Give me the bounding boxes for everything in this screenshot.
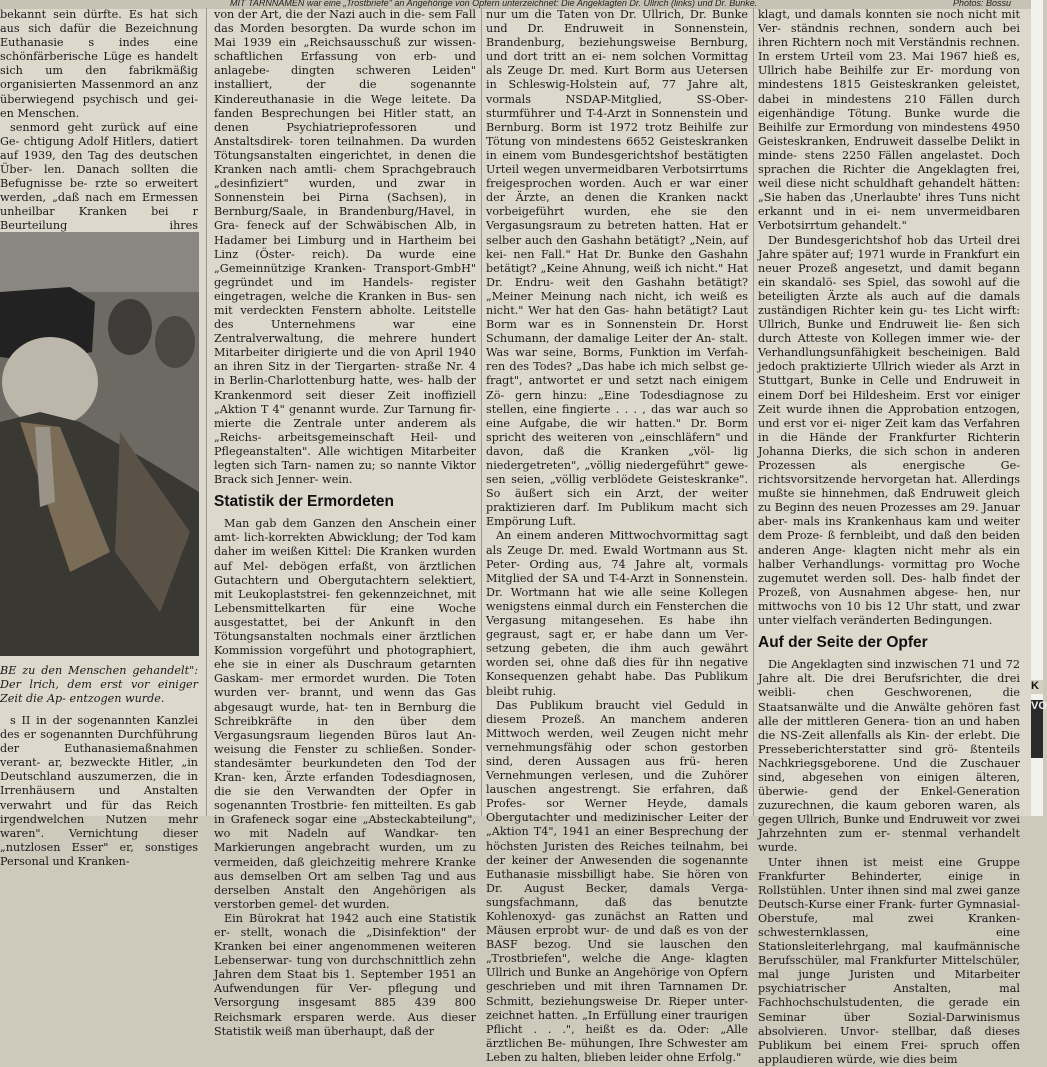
photo-credit: Photos: Bossu [953, 0, 1012, 8]
defendant-photo [0, 232, 199, 656]
paragraph: Die Angeklagten sind inzwischen 71 und 72 Jahre alt. Die drei Berufsrichter, die drei weibli- chen Geschworenen, die Staatsanwälte und die Anwälte gehören fast alle der mittleren Genera- tion an und haben die NS-Zeit allenfalls als Kin- der erlebt. Die Presseberichterstatter sind grö- ßtenteils Nachkriegsgeborene. Und die Zuschauer sind, abgesehen von einigen älteren, überwie- gend der Enkel-Generation zuzurechnen, die kaum geboren waren, als gegen Ullrich, Bunke und Endruweit vor zwei Jahrzehnten zum er- stenmal verhandelt wurde. [758, 658, 1020, 855]
column-rule [481, 8, 482, 816]
paragraph: klagt, und damals konnten sie noch nicht mit Ver- ständnis rechnen, sondern auch bei ihren Richtern noch mit Verständnis rechnen. In erstem Urteil vom 23. Mai 1967 hieß es, Ullrich habe Beihilfe zur Er- mordung von mindestens 1815 Geisteskranken geleistet, dabei in mindestens 210 Fällen durch eigenhändige Tötung. Bunke wurde die Beihilfe zur Ermordung von mindestens 4950 Geisteskranken, Endruweit dasselbe Delikt in minde- stens 2250 Fällen angelastet. Doch sprachen die Richter die Angeklagten frei, weil diese nicht schuldhaft gehandelt hätten: „Sie haben das ,Unerlaubte' ihres Tuns nicht erkannt und in ei- nem unvermeidbaren Verbotsirrtum gehandelt." [758, 8, 1020, 233]
paragraph: Man gab dem Ganzen den Anschein einer amt- lich-korrekten Abwicklung; der Tod kam daher im weißen Kittel: Die Kranken wurden auf Mel- debögen erfaßt, von ärztlichen Gutachtern und Obergutachtern selektiert, mit Leukoplaststrei- fen gekennzeichnet, mit Lebensmittelkarten für eine Woche ausgestattet, bei der Ankunft in den Tötungsanstalten nochmals einer ärztlichen Kommission vorgeführt und photographiert, ehe sie in einer als Duschraum getarnten Gaskam- mer ermordet wurden. Die Toten wurden ver- brannt, und wenn das Gas abgesaugt wurde, hat- ten in Bernburg die Schreibkräfte in den über dem Vergasungsraum liegenden Büros laut An- weisung die Fenster zu schließen. Sonder- standesämter beurkundeten den Tod der Kran- ken, Ärzte erfanden Todesdiagnosen, die sie den Verwandten der Opfer in sogenannten Trostbrie- fen mitteilten. Es gab in Grafeneck sogar eine „Absteckabteilung", wo mit Nadeln auf Wandkar- ten Markierungen angebracht wurden, um zu vermeiden, daß gleichzeitig mehrere Kranke aus demselben Ort am selben Tag und aus derselben Anstalt den Angehörigen als verstorben gemel- det wurden. [214, 517, 476, 911]
paragraph: Ein Bürokrat hat 1942 auch eine Statistik er- stellt, wonach die „Disinfektion" der Kranken bei einer angenommenen weiteren Lebenserwar- tung von durchschnittlich zehn Jahren dem Staat bis 1. September 1951 an Aufwendungen für Ver- pflegung und Versorgung insgesamt 885 439 800 Reichsmark ersparen werde. Aus dieser Statistik weiß man überhaupt, daß der [214, 911, 476, 1038]
paragraph: An einem anderen Mittwochvormittag sagt als Zeuge Dr. med. Ewald Wortmann aus St. Peter- Ording aus, 74 Jahre alt, vormals Mitglied der SA und T-4-Arzt in Sonnenstein. Dr. Wortmann hat wie alle seine Kollegen wenigstens einmal durch ein Fensterchen die Vergasung mitangesehen. Es habe ihn gegraust, sagt er, er habe dann um Ver- setzung gebeten, die ihm auch gewährt worden sei, ohne daß dies für ihn negative Konsequenzen gehabt habe. Das Publikum bleibt ruhig. [486, 529, 748, 698]
paragraph: von der Art, die der Nazi auch in die- sem Fall das Morden besorgten. Da wurde schon im Mai 1939 ein „Reichsausschuß zur wissen- schaftlichen Erfassung von erb- und anlagebe- dingten schweren Leiden" installiert, der die sogenannte Kindereuthanasie in die Wege leitete. Da fanden Besprechungen bei Hitler statt, an denen Psychiatrieprofessoren und Anstaltsdirek- toren teilnahmen. Da wurden Tötungsanstalten eingerichtet, in denen die Kranken nach amtli- chem Sprachgebrauch „desinfiziert" wurden, und zwar in Sonnenstein bei Pirna (Sachsen), in Bernburg/Saale, in Brandenburg/Havel, in Gra- feneck auf der Schwäbischen Alb, in Hadamer bei Limburg und in Hartheim bei Linz (Öster- reich). Da wurde eine „Gemeinnützige Kranken- Transport-GmbH" gegründet und im Handels- register eingetragen, welche die Kranken in Bus- sen mit verdeckten Fenstern abholte. Leitstelle des Unternehmens war eine Zentralverwaltung, die mehrere hundert Mitarbeiter dirigierte und die von April 1940 an ihren Sitz in der Tiergarten- straße Nr. 4 in Berlin-Charlottenburg hatte, wes- halb der Krankenmord seit dieser Zeit inoffiziell „Aktion T 4" genannt wurde. Zur Tarnung fir- mierte die Zentrale unter anderem als „Reichs- arbeitsgemeinschaft Heil- und Pflegeanstalten". Alle wichtigen Mitarbeiter legten sich Tarn- namen zu; so nannte Viktor Brack sich Jenner- wein. [214, 8, 476, 487]
paragraph: bekannt sein dürfte. Es hat sich aus sich dafür die Bezeichnung Euthanasie s indes eine schönfärberische Lüge es handelt sich um den fabrikmäßig organisierten Massenmord an anz überwiegend psychisch und gei- en Menschen. [0, 8, 198, 120]
photo-caption: BE zu den Menschen gehandelt": Der lrich, dem erst vor einiger Zeit die Ap- entzogen wurde. [0, 664, 198, 705]
section-heading: Auf der Seite der Opfer [758, 634, 928, 652]
column-rule [206, 8, 207, 816]
column-1 [0, 8, 198, 868]
column-2 [214, 8, 476, 1038]
paragraph: nur um die Taten von Dr. Ullrich, Dr. Bunke und Dr. Endruweit in Sonnenstein, Brandenburg, beziehungsweise Bernburg, und dort tritt an ei- nem solchen Vormittag als Zeuge Dr. med. Kurt Borm aus Uetersen in Schleswig-Holstein auf, 77 Jahre alt, vormals NSDAP-Mitglied, SS-Ober- sturmführer und T-4-Arzt in Sonnenstein und Bernburg. Borm ist 1972 trotz Beihilfe zur Tötung von mindestens 6652 Geisteskranken in einem vom Bundesgerichtshof bestätigten Urteil wegen unvermeidbaren Verbotsirrtums freigesprochen worden. Auch er war einer der Ärzte, an denen die Kranken nackt vorbeigeführt wurden, ehe sie den Vergasungsraum zu betreten hatten. Hat er selber auch den Gashahn betätigt? „Nein, auf kei- nen Fall." Hat Dr. Bunke den Gashahn betätigt? „Keine Ahnung, weiß ich nicht." Hat Dr. Endru- weit den Gashahn betätigt? „Meiner Meinung nach nicht, ich weiß es nicht." Wer hat den Gas- hahn betätigt? Laut Borm war es in Sonnenstein Dr. Horst Schumann, der damalige Leiter der An- stalt. Was war seine, Borms, Funktion im Verfah- ren des Todes? „Das habe ich mich selbst ge- fragt", antwortet er und setzt nach einigem Zö- gern hinzu: „Eine Todesdiagnose zu stellen, eine fingierte . . . , das war auch so eine Aufgabe, die wir hatten." Dr. Borm spricht des weiteren von „einschläfern" und davon, daß die Kranken „völ- lig niedergetreten", „völlig niedergeführt" gewe- sen seien, „völlig verblödete Geisteskranke". So äußert sich ein Arzt, der weiter praktizieren darf. Im Publikum macht sich Empörung Luft. [486, 8, 748, 529]
header-caption: MIT TARNNAMEN war eine „Trostbriefe" an Angehörige von Opfern unterzeichnet: Die Angeklagten Dr. Ullrich (links) und Dr. Bunke. [230, 0, 758, 8]
paragraph: s II in der sogenannten Kanzlei des er sogenannten Durchführung der Euthanasiemaßnahmen verant- ar, bezweckte Hitler, „in Deutschland auszumerzen, die in Irrenhäusern und Anstalten verwahrt und für das Reich irgendwelchen Nutzen mehr waren". Vernichtung dieser „nutzlosen Esser" er, sonstiges Personal und Kranken- [0, 714, 198, 868]
adjacent-page-edge [1031, 0, 1047, 816]
column-3 [486, 8, 748, 1064]
edge-tab: VO [1031, 700, 1043, 758]
edge-letter: K [1031, 680, 1043, 694]
paragraph: senmord geht zurück auf eine Ge- chtigung Adolf Hitlers, datiert auf 1939, den Tag des deutschen Über- len. Danach sollten die Befugnisse be- rzte so erweitert werden, „daß nach em Ermessen unheilbar Kranken bei r Beurteilung ihres [0, 120, 198, 233]
column-4 [758, 8, 1020, 1066]
column-rule [753, 8, 754, 816]
paragraph: Unter ihnen ist meist eine Gruppe Frankfurter Behinderter, einige in Rollstühlen. Unter ihnen sind mal zwei ganze Deutsch-Kurse einer Frank- furter Gymnasial-Oberstufe, mal zwei Kranken- schwesternklassen, eine Stationsleiterlehrgang, mal kaufmännische Berufsschüler, mal Frankfurter Mittelschüler, mal junge Juristen und Mitarbeiter psychiatrischer Anstalten, mal Fachhochschulstudenten, die gerade ein Seminar über Sozial-Darwinismus absolvieren. Unvor- stellbar, daß dieses Publikum bei einem Frei- spruch offen applaudieren würde, wie dies beim [758, 855, 1020, 1066]
section-heading: Statistik der Ermordeten [214, 493, 395, 511]
column-1-bottom-text [0, 714, 198, 869]
paragraph: Das Publikum braucht viel Geduld in diesem Prozeß. An manchem anderen Mittwoch werden, weil Zeugen nicht mehr vernehmungsfähig oder schon gestorben sind, deren Aussagen aus frü- heren Vernehmungen verlesen, und die Zuhörer lauschen angestrengt. Sie erfahren, daß Profes- sor Werner Heyde, damals Obergutachter und medizinischer Leiter der „Aktion T4", 1941 an einer Besprechung der höchsten Juristen des Reiches teilnahm, bei der keiner der Anwesenden die sogenannte Euthanasie missbilligt habe. Sie hören von Dr. August Becker, damals Verga- sungsfachmann, daß das benutzte Kohlenoxyd- gas zunächst an Ratten und Mäusen erprobt wur- de und daß es von der BASF bezog. Und sie lauschen den „Trostbriefen", welche die Ange- klagten Ullrich und Bunke an Angehörige von Opfern geschrieben und mit ihren Tarnnamen Dr. Schmitt, beziehungsweise Dr. Rieper unter- zeichnet hatten. „In Erfüllung einer traurigen Pflicht . . .", heißt es da. Oder: „Alle ärztlichen Be- mühungen, Ihre Schwester am Leben zu halten, blieben leider ohne Erfolg." [486, 698, 748, 1064]
paragraph: Der Bundesgerichtshof hob das Urteil drei Jahre später auf; 1971 wurde in Frankfurt ein neuer Prozeß angesetzt, und damit begann ein skandalö- ses Spiel, das sowohl auf die beteiligten Ärzte als auch auf die damals zuständigen Richter kein gu- tes Licht wirft: Ullrich, Bunke und Endruweit lie- ßen sich durch Atteste von Kollegen immer wie- der Verhandlungsunfähigkeit bescheinigen. Bald jedoch praktizierte Ullrich wieder als Arzt in Stuttgart, Bunke in Celle und Endruweit in einem Dorf bei Hildesheim. Erst vor einiger Zeit wurde ihnen die Approbation entzogen, und erst vor ei- niger Zeit kam das Verfahren in die Hände der Frankfurter Richterin Johanna Dierks, die sich schon in anderen Prozessen als energische Ge- richtsvorsitzende hervorgetan hat. Allerdings mußte sie hinnehmen, daß Endruweit gleich zu Beginn des neuen Prozesses am 29. Januar aber- mals ins Krankenhaus kam und weiter dem Proze- ß fernbleibt, und daß den beiden anderen Ange- klagten nicht mehr als ein halber Verhandlungs- vormittag pro Woche zugemutet werden soll. Des- halb findet der Prozeß, von Ausnahmen abgese- hen, nur mittwochs von 10 bis 12 Uhr statt, und zwar unter vielfach veränderten Bedingungen. [758, 233, 1020, 628]
